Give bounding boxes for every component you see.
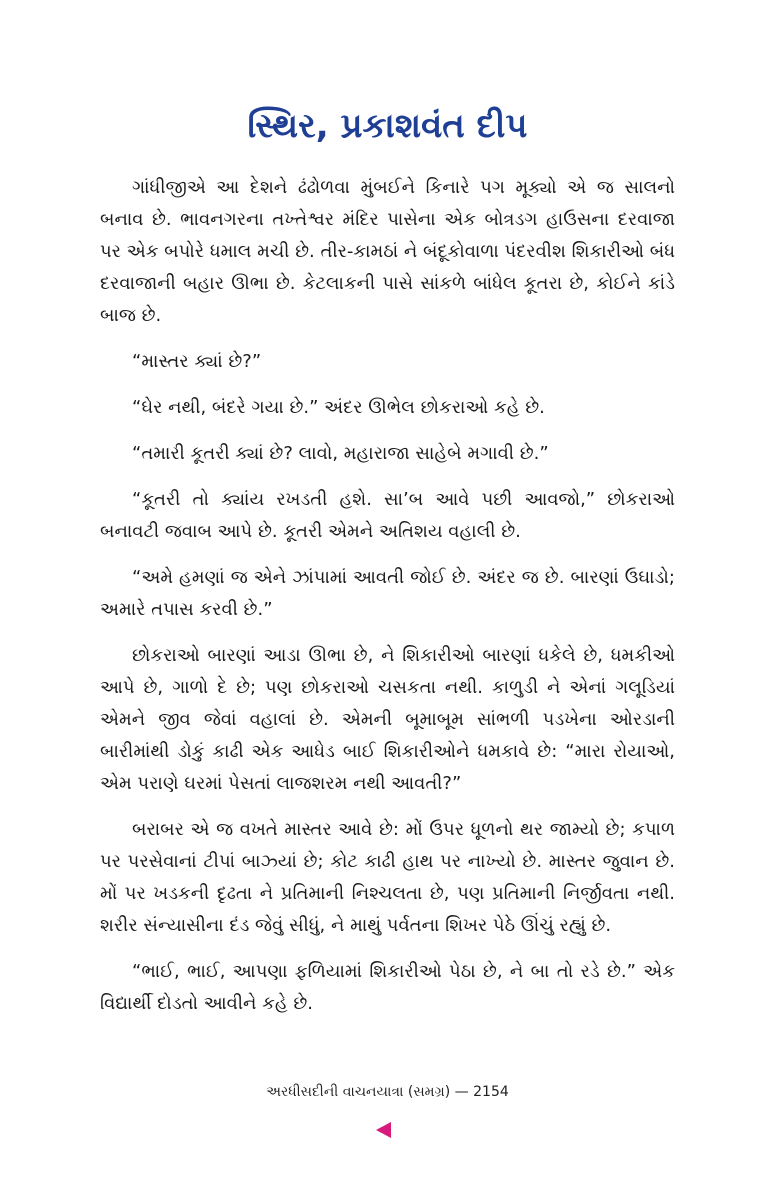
paragraph: “ભાઈ, ભાઈ, આપણા ફળિયામાં શિકારીઓ પેઠા છે, ને બા તો રડે છે.” એક વિદ્યાર્થી દોડતો આવીને કહે છે. xyxy=(100,961,675,1014)
paragraph: “તમારી કૂતરી ક્યાં છે? લાવો, મહારાજા સાહેબે મગાવી છે.” xyxy=(132,443,549,464)
paragraph: “કૂતરી તો ક્યાંય રખડતી હશે. સા’બ આવે પછી આવજો,” છોકરાઓ બનાવટી જવાબ આપે છે. કૂતરી એમને અતિશય વહાલી છે. xyxy=(100,489,675,542)
paragraph: બરાબર એ જ વખતે માસ્તર આવે છે: મોં ઉપર ધૂળનો થર જામ્યો છે; કપાળ પર પરસેવાનાં ટીપાં બાઝ્યાં છે; કોટ કાઢી હાથ પર નાખ્યો છે. માસ્તર જુવાન છે. મોં પર ખડકની દૃઢતા ને પ્રતિમાની નિશ્ચલતા છે, પણ પ્રતિમાની નિર્જીવતા નથી. શરીર સંન્યાસીના દંડ જેવું સીધું, ને માથું પર્વતના શિખર પેઠે ઊંચું રહ્યું છે. xyxy=(100,819,675,936)
chapter-title: સ્થિર, પ્રકાશવંત દીપ xyxy=(247,106,528,146)
paragraph: ગાંધીજીએ આ દેશને ઢંઢોળવા મુંબઈને કિનારે પગ મૂક્યો એ જ સાલનો બનાવ છે. ભાવનગરના તખ્તેશ્વર મંદિર પાસેના એક બોત્રડગ હાઉસના દરવાજા પર એક બપોરે ધમાલ મચી છે. તીર-કામઠાં ને બંદૂકોવાળા પંદરવીશ શિકારીઓ બંધ દરવાજાની બહાર ઊભા છે. કેટલાકની પાસે સાંકળે બાંધેલ કૂતરા છે, કોઈને કાંડે બાજ છે. xyxy=(100,177,675,326)
paragraph: “અમે હમણાં જ એને ઝાંપામાં આવતી જોઈ છે. અંદર જ છે. બારણાં ઉઘાડો; અમારે તપાસ કરવી છે.” xyxy=(100,567,675,620)
paragraph: “ઘેર નથી, બંદરે ગયા છે.” અંદર ઊભેલ છોકરાઓ કહે છે. xyxy=(132,397,545,418)
chapter-body xyxy=(100,172,675,1034)
paragraph: “માસ્તર ક્યાં છે?” xyxy=(132,351,262,372)
page-footer: અરધીસદીની વાચનયાત્રા (સમગ્ર) — 2154 xyxy=(266,1084,509,1100)
book-page xyxy=(100,0,675,1199)
paragraph: છોકરાઓ બારણાં આડા ઊભા છે, ને શિકારીઓ બારણાં ધકેલે છે, ધમકીઓ આપે છે, ગાળો દે છે; પણ છોકરાઓ ચસકતા નથી. કાળુડી ને એનાં ગલૂડિયાં એમને જીવ જેવાં વહાલાં છે. એમની બૂમાબૂમ સાંભળી પડખેના ઓરડાની બારીમાંથી ડોકું કાઢી એક આધેડ બાઈ શિકારીઓને ધમકાવે છે: “મારા રોયાઓ, એમ પરાણે ઘરમાં પેસતાં લાજશરમ નથી આવતી?” xyxy=(100,645,675,794)
triangle-left-icon[interactable] xyxy=(376,1122,391,1138)
